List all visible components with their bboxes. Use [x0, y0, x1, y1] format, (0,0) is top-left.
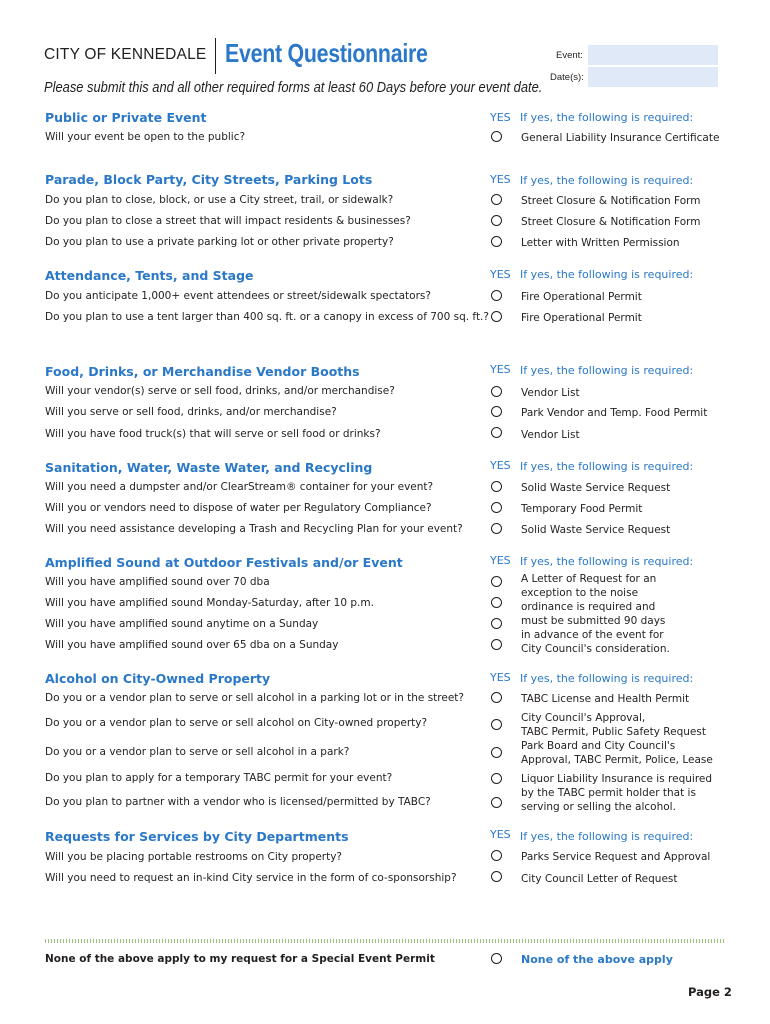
question: Will you have amplified sound over 65 dba on a Sunday: [45, 639, 339, 651]
yes-header: YES: [490, 459, 511, 472]
required-line: Liquor Liability Insurance is required: [521, 773, 713, 785]
required-line: City Council's consideration.: [521, 643, 670, 655]
question: Do you anticipate 1,000+ event attendees or street/sidewalk spectators?: [45, 290, 431, 302]
yes-radio[interactable]: [491, 747, 502, 758]
section-title-sanitation: Sanitation, Water, Waste Water, and Recycling: [45, 460, 373, 475]
yes-header: YES: [490, 828, 511, 841]
section-title-services: Requests for Services by City Departments: [45, 829, 349, 844]
required-item: Street Closure & Notification Form: [521, 195, 701, 207]
yes-radio[interactable]: [491, 311, 502, 322]
none-apply-label: None of the above apply: [521, 953, 673, 966]
yes-radio[interactable]: [491, 236, 502, 247]
dotted-divider: [45, 939, 725, 943]
question: Will you be placing portable restrooms on City property?: [45, 851, 342, 863]
none-apply-question: None of the above apply to my request for a Special Event Permit: [45, 953, 435, 965]
yes-radio[interactable]: [491, 597, 502, 608]
required-item: Park Vendor and Temp. Food Permit: [521, 407, 708, 419]
yes-radio[interactable]: [491, 871, 502, 882]
none-apply-radio[interactable]: [491, 953, 502, 964]
required-item: [521, 572, 670, 656]
required-header: If yes, the following is required:: [520, 364, 694, 377]
question: Will your vendor(s) serve or sell food, drinks, and/or merchandise?: [45, 385, 395, 397]
yes-header: YES: [490, 111, 511, 124]
required-item: Solid Waste Service Request: [521, 524, 671, 536]
question: Will you serve or sell food, drinks, and/or merchandise?: [45, 406, 337, 418]
required-item: Vendor List: [521, 387, 580, 399]
required-header: If yes, the following is required:: [520, 672, 694, 685]
question: Do you plan to use a tent larger than 400 sq. ft. or a canopy in excess of 700 sq. ft.?: [45, 311, 489, 323]
required-item: [521, 739, 713, 767]
required-item: City Council Letter of Request: [521, 873, 678, 885]
yes-radio[interactable]: [491, 618, 502, 629]
required-line: ordinance is required and: [521, 601, 656, 613]
yes-radio[interactable]: [491, 406, 502, 417]
required-header: If yes, the following is required:: [520, 830, 694, 843]
yes-header: YES: [490, 671, 511, 684]
dates-label: Date(s):: [550, 72, 584, 83]
required-item: Parks Service Request and Approval: [521, 851, 711, 863]
required-item: General Liability Insurance Certificate: [521, 132, 720, 144]
page-number: Page 2: [688, 985, 732, 999]
question: Do you or a vendor plan to serve or sell alcohol in a parking lot or in the street?: [45, 692, 465, 704]
section-title-parade: Parade, Block Party, City Streets, Parking Lots: [45, 172, 373, 187]
required-item: Solid Waste Service Request: [521, 482, 671, 494]
page-title: Event Questionnaire: [225, 38, 428, 68]
yes-radio[interactable]: [491, 639, 502, 650]
question: Do you or a vendor plan to serve or sell alcohol in a park?: [45, 746, 350, 758]
yes-radio[interactable]: [491, 481, 502, 492]
yes-radio[interactable]: [491, 215, 502, 226]
required-item: [521, 711, 706, 739]
question: Will you have amplified sound Monday-Saturday, after 10 p.m.: [45, 597, 374, 609]
question: Will you need a dumpster and/or ClearStream® container for your event?: [45, 481, 434, 493]
section-title-food: Food, Drinks, or Merchandise Vendor Booths: [45, 364, 360, 379]
required-line: A Letter of Request for an: [521, 573, 657, 585]
required-line: must be submitted 90 days: [521, 615, 666, 627]
question: Do you plan to close a street that will impact residents & businesses?: [45, 215, 411, 227]
yes-radio[interactable]: [491, 576, 502, 587]
yes-radio[interactable]: [491, 131, 502, 142]
city-name: CITY OF KENNEDALE: [44, 46, 207, 63]
required-item: Temporary Food Permit: [521, 503, 643, 515]
required-item: [521, 772, 712, 814]
question: Will your event be open to the public?: [45, 131, 246, 143]
question: Will you need assistance developing a Trash and Recycling Plan for your event?: [45, 523, 463, 535]
required-item: Street Closure & Notification Form: [521, 216, 701, 228]
yes-radio[interactable]: [491, 427, 502, 438]
section-title-sound: Amplified Sound at Outdoor Festivals and/or Event: [45, 555, 403, 570]
event-label: Event:: [556, 50, 583, 61]
required-line: Approval, TABC Permit, Police, Lease: [521, 754, 713, 766]
question: Do you plan to partner with a vendor who is licensed/permitted by TABC?: [45, 796, 431, 808]
required-item: Letter with Written Permission: [521, 237, 680, 249]
required-header: If yes, the following is required:: [520, 555, 694, 568]
yes-radio[interactable]: [491, 719, 502, 730]
question: Do you or a vendor plan to serve or sell alcohol on City-owned property?: [45, 717, 428, 729]
required-item: Fire Operational Permit: [521, 312, 642, 324]
yes-radio[interactable]: [491, 194, 502, 205]
required-line: TABC Permit, Public Safety Request: [521, 726, 706, 738]
dates-field[interactable]: [588, 67, 718, 87]
yes-radio[interactable]: [491, 850, 502, 861]
required-line: serving or selling the alcohol.: [521, 801, 676, 813]
yes-radio[interactable]: [491, 386, 502, 397]
required-line: in advance of the event for: [521, 629, 664, 641]
yes-radio[interactable]: [491, 692, 502, 703]
question: Will you have food truck(s) that will serve or sell food or drinks?: [45, 428, 381, 440]
required-line: Park Board and City Council's: [521, 740, 676, 752]
yes-radio[interactable]: [491, 797, 502, 808]
required-line: by the TABC permit holder that is: [521, 787, 696, 799]
question: Will you have amplified sound over 70 dba: [45, 576, 270, 588]
yes-header: YES: [490, 554, 511, 567]
required-header: If yes, the following is required:: [520, 174, 694, 187]
question: Will you have amplified sound anytime on a Sunday: [45, 618, 319, 630]
yes-header: YES: [490, 363, 511, 376]
yes-radio[interactable]: [491, 502, 502, 513]
event-field[interactable]: [588, 45, 718, 65]
yes-radio[interactable]: [491, 290, 502, 301]
required-header: If yes, the following is required:: [520, 268, 694, 281]
yes-header: YES: [490, 173, 511, 186]
section-title-alcohol: Alcohol on City-Owned Property: [45, 671, 271, 686]
section-title-attendance: Attendance, Tents, and Stage: [45, 268, 254, 283]
required-line: exception to the noise: [521, 587, 639, 599]
yes-header: YES: [490, 268, 511, 281]
required-header: If yes, the following is required:: [520, 111, 694, 124]
submission-note: Please submit this and all other required forms at least 60 Days before your event date.: [44, 79, 543, 96]
required-line: City Council's Approval,: [521, 712, 646, 724]
yes-radio[interactable]: [491, 773, 502, 784]
required-item: TABC License and Health Permit: [521, 693, 690, 705]
question: Do you plan to apply for a temporary TABC permit for your event?: [45, 772, 393, 784]
required-item: Fire Operational Permit: [521, 291, 642, 303]
section-title-public: Public or Private Event: [45, 110, 207, 125]
question: Will you need to request an in-kind City service in the form of co-sponsorship?: [45, 872, 457, 884]
required-header: If yes, the following is required:: [520, 460, 694, 473]
question: Do you plan to use a private parking lot or other private property?: [45, 236, 394, 248]
yes-radio[interactable]: [491, 523, 502, 534]
question: Will you or vendors need to dispose of water per Regulatory Compliance?: [45, 502, 432, 514]
question: Do you plan to close, block, or use a City street, trail, or sidewalk?: [45, 194, 394, 206]
header-divider: [215, 38, 216, 74]
required-item: Vendor List: [521, 429, 580, 441]
